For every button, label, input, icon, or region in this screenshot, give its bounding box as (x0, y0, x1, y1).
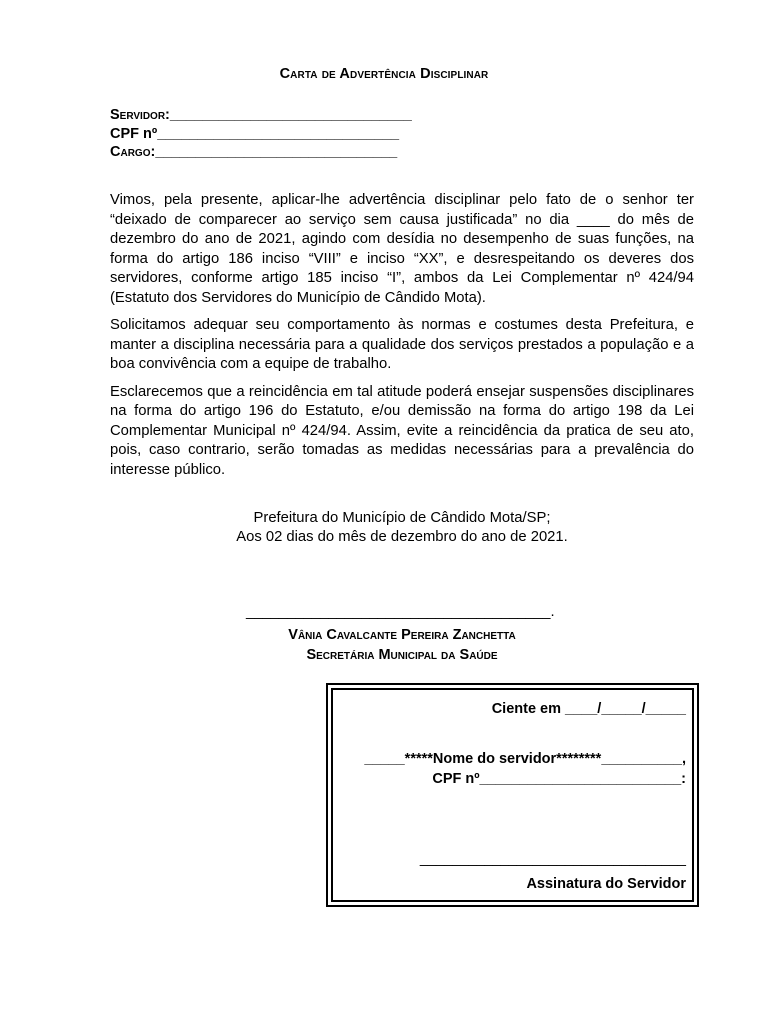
cargo-line: ______________________________ (155, 144, 398, 160)
cargo-label: Cargo: (110, 144, 156, 160)
header-fields (110, 106, 412, 162)
servidor-field (110, 106, 412, 125)
date-line: Aos 02 dias do mês de dezembro do ano de 2021. (236, 529, 568, 545)
document-title: Carta de Advertência Disciplinar (279, 66, 489, 82)
paragraph-2: Solicitamos adequar seu comportamento às normas e costumes desta Prefeitura, e manter a disciplina necessária para a qualidade dos serviços prestados a população e a boa convivência com a equipe de trabalho. (110, 317, 694, 372)
employee-signature-line: _________________________________ (419, 851, 686, 867)
paragraph-3: Esclarecemos que a reincidência em tal atitude poderá ensejar suspensões disciplinares na forma do artigo 196 do Estatuto, e/ou demissão na forma do artigo 198 da Lei Complementar Municipal nº 424/94. Assim, evite a reincidência da pratica de seu ato, pois, caso contrario, serão tomadas as medidas necessárias para a prevalência do interesse público. (110, 383, 694, 478)
acknowledgement-box-inner (331, 688, 694, 902)
cpf-line: ______________________________ (157, 125, 400, 142)
signer-block (0, 625, 768, 665)
cargo-field (110, 143, 412, 162)
signer-role: Secretária Municipal da Saúde (306, 647, 498, 663)
signer-name: Vânia Cavalcante Pereira Zanchetta (288, 627, 516, 643)
paragraph-1: Vimos, pela presente, aplicar-lhe advertência disciplinar pelo fato de o senhor ter “deixado de comparecer ao serviço sem causa justificada” no dia ____ do mês de dezembro do ano de 2021, agindo com desídia no desempenho de suas funções, na forma do artigo 186 inciso “VIII” e inciso “XX”, e desrespeitando os deveres dos servidores, conforme artigo 185 inciso “I”, ambos da Lei Complementar nº 424/94 (Estatuto dos Servidores do Município de Cândido Mota). (110, 192, 694, 306)
employee-name-line: _____*****Nome do servidor********__________, (364, 751, 686, 767)
letter-body (110, 191, 694, 488)
employee-signature-label: Assinatura do Servidor (526, 876, 686, 892)
place-date (0, 509, 768, 547)
acknowledgement-box (326, 683, 699, 907)
place-line: Prefeitura do Município de Cândido Mota/SP; (253, 510, 551, 526)
cpf-label: CPF nº (110, 125, 158, 142)
ciente-date: Ciente em ____/_____/_____ (491, 701, 686, 717)
servidor-label: Servidor: (110, 107, 170, 123)
signature-line: _____________________________________. (246, 604, 555, 620)
cpf-field (110, 125, 412, 144)
servidor-line: ______________________________ (169, 107, 412, 123)
employee-cpf-line: CPF nº_________________________: (432, 771, 686, 787)
